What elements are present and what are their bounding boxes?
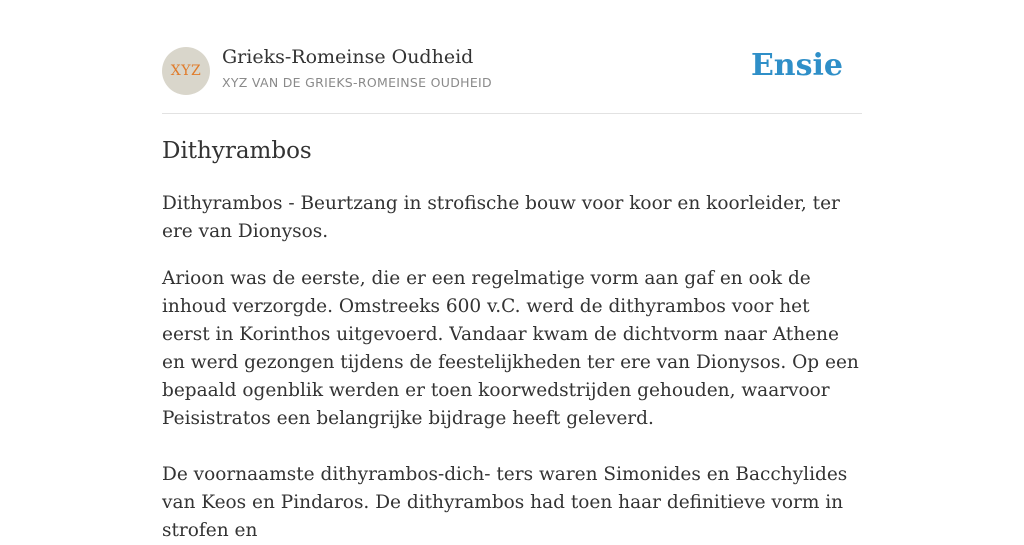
source-avatar[interactable]: XYZ [162, 47, 210, 95]
article-body [162, 190, 862, 545]
header-divider [162, 113, 862, 114]
article-paragraph: Arioon was de eerste, die er een regelmatige vorm aan gaf en ook de inhoud verzorgde. Omstreeks 600 v.C. werd de dithyrambos voor het eerst in Korinthos uitgevoerd. Vandaar kwam de dichtvorm naar Athene en werd gezongen tijdens de feestelijkheden ter ere van Dionysos. Op een bepaald ogenblik werden er toen koorwedstrijden gehouden, waarvoor Peisistratos een belangrijke bijdrage heeft geleverd. [162, 268, 859, 429]
source-header [162, 46, 862, 96]
article-paragraph: Dithyrambos - Beurtzang in strofische bouw voor koor en koorleider, ter ere van Dionysos. [162, 193, 840, 242]
source-subtitle: XYZ VAN DE GRIEKS-ROMEINSE OUDHEID [222, 75, 492, 90]
article-paragraph: De voornaamste dithyrambos-dich- ters waren Simonides en Bacchylides van Keos en Pindaros. De dithyrambos had toen haar definitieve vorm in strofen en [162, 464, 848, 541]
source-title[interactable]: Grieks-Romeinse Oudheid [222, 46, 474, 68]
article-title: Dithyrambos [162, 138, 312, 164]
ensie-logo[interactable]: Ensie [750, 48, 843, 83]
